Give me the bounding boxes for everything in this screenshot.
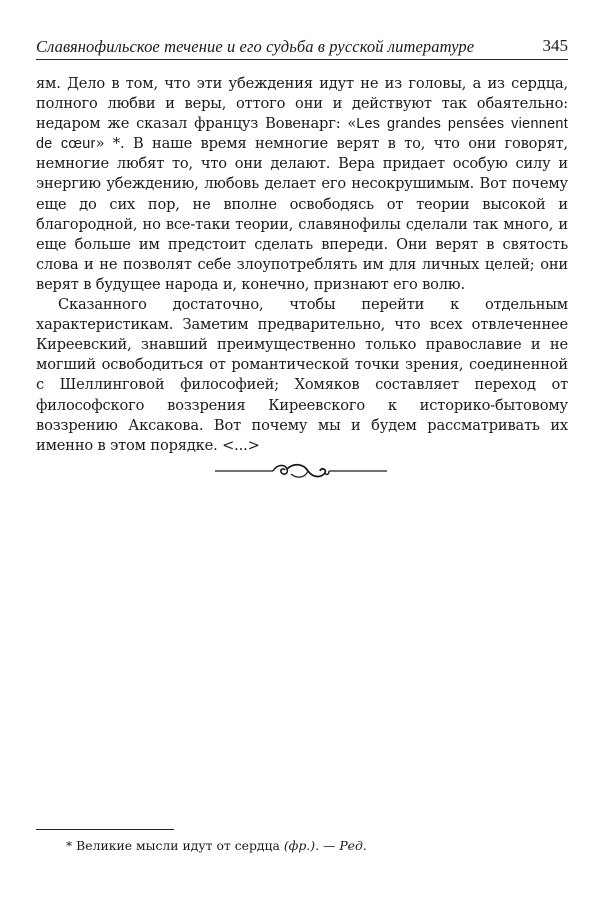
footnote-language-note: (фр.) — [283, 838, 316, 853]
main-text — [36, 74, 568, 456]
page-number: 345 — [542, 36, 568, 55]
footnote-marker: * — [66, 838, 73, 853]
french-quote: Les grandes pensées viennent de cœur — [36, 116, 568, 153]
footnote-separator: . — — [315, 838, 340, 853]
paragraph-2: Сказанного достаточно, чтобы перейти к отдельным характеристикам. Заметим предварительно, что всех отвлеченнее Киреевский, знавший преимущественно только православие и не могший освободиться от романтической точки зрения, соединенной с Шеллинговой философией; Хомяков составляет переход от философского воззрения Киреевского к историко-бытовому воззрению Аксакова. Вот почему мы и будем рассматривать их именно в этом порядке. <...> — [36, 296, 568, 454]
paragraph-1-text-c: . В наше время немногие верят в то, что они говорят, немногие любят то, что они делают. Вера придает особую силу и энергию убеждению, любовь делает его несокрушимым. Вот почему еще до сих пор, не вполне освободясь от теории высокой и благородной, но все-таки теории, славянофилы сделали так много, и еще больше им предстоит сделать впереди. Они верят в святость слова и не позволят себе злоупотреблять им для личных целей; они верят в будущее народа и, конечно, признают его волю. — [36, 135, 568, 293]
footnote-text: Великие мысли идут от сердца — [72, 838, 284, 853]
paragraph-1-text-a: ям. Дело в том, что эти убеждения идут не из головы, а из сердца, полного любви и веры, оттого они и действуют так обаятельно: недаром же сказал француз Вовенарг: « — [36, 75, 568, 133]
footnote-divider — [36, 829, 174, 830]
quote-close: » — [95, 135, 105, 153]
footnote — [66, 838, 367, 854]
running-header — [36, 33, 568, 60]
running-title: Славянофильское течение и его судьба в русской литературе — [36, 37, 475, 56]
paragraph-1 — [36, 74, 568, 295]
footnote-reference[interactable]: * — [104, 135, 121, 153]
scroll-flourish-icon — [215, 460, 387, 482]
footnote-editor: Ред. — [339, 838, 367, 853]
